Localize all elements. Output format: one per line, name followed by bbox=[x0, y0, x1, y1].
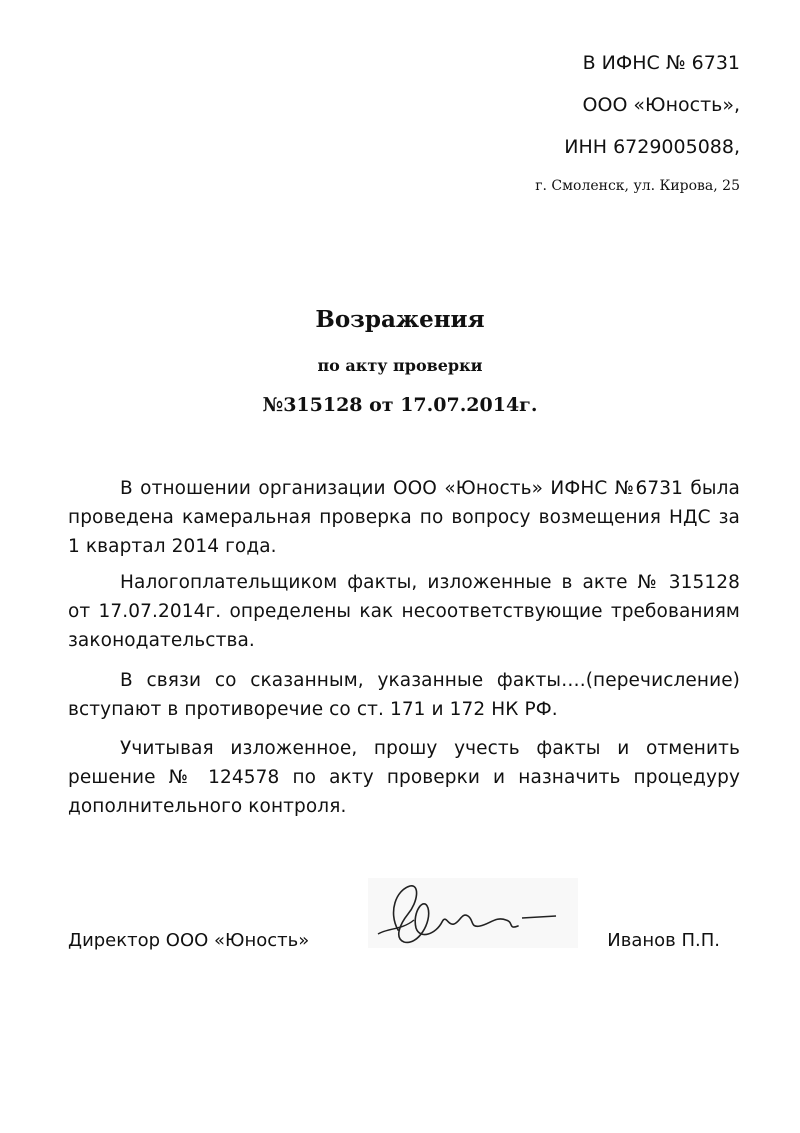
signer-role: Директор ООО «Юность» bbox=[68, 930, 310, 951]
paragraph-3: В связи со сказанным, указанные факты….(перечисление) вступают в противоречие со ст. 171 и 172 НК РФ. bbox=[68, 670, 740, 720]
sender-address: г. Смоленск, ул. Кирова, 25 bbox=[535, 178, 740, 194]
paragraph-1: В отношении организации ООО «Юность» ИФНС №6731 была проведена камеральная проверка по вопросу возмещения НДС за 1 квартал 2014 года. bbox=[68, 478, 740, 557]
paragraph-2: Налогоплательщиком факты, изложенные в акте № 315128 от 17.07.2014г. определены как несоответствующие требованиям законодательства. bbox=[68, 572, 740, 651]
sender-inn: ИНН 6729005088, bbox=[564, 136, 740, 158]
signer-name: Иванов П.П. bbox=[607, 930, 720, 951]
recipient: В ИФНС № 6731 bbox=[582, 52, 740, 74]
document-title: Возражения bbox=[315, 306, 485, 333]
paragraph-4: Учитывая изложенное, прошу учесть факты и отменить решение № 124578 по акту проверки и назначить процедуру дополнительного контроля. bbox=[68, 738, 740, 817]
sender-organization: ООО «Юность», bbox=[582, 94, 740, 116]
handwritten-signature bbox=[358, 872, 588, 962]
act-number: №315128 от 17.07.2014г. bbox=[262, 394, 538, 416]
document-subtitle: по акту проверки bbox=[317, 356, 483, 375]
